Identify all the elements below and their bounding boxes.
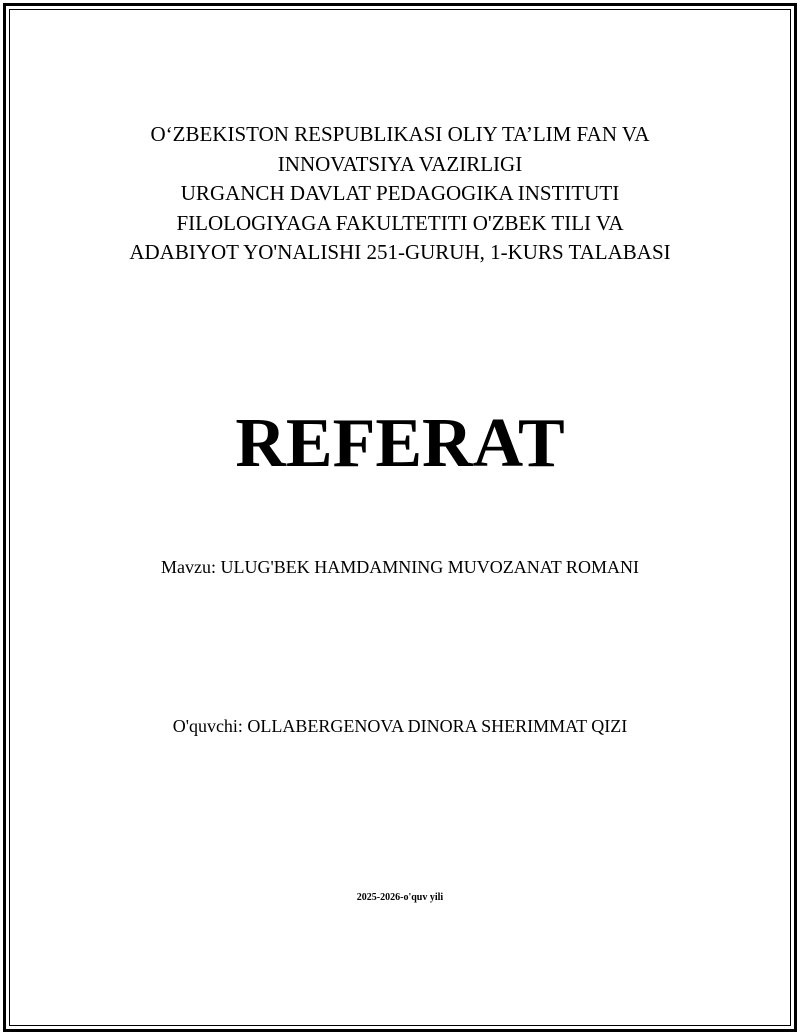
header-line: FILOLOGIYAGA FAKULTETITI O'ZBEK TILI VA — [176, 210, 624, 235]
header-line: ADABIYOT YO'NALISHI 251-GURUH, 1-KURS TALABASI — [129, 240, 671, 264]
student-line: O'quvchi: OLLABERGENOVA DINORA SHERIMMAT QIZI — [172, 716, 628, 736]
topic-line: Mavzu: ULUG'BEK HAMDAMNING MUVOZANAT ROMANI — [161, 557, 639, 577]
document-title: REFERAT — [235, 405, 565, 482]
academic-year: 2025-2026-o'quv yili — [356, 892, 444, 903]
header-line: INNOVATSIYA VAZIRLIGI — [277, 151, 523, 176]
header-line: O‘ZBEKISTON RESPUBLIKASI OLIY TA’LIM FAN VA — [150, 122, 650, 146]
institution-header — [0, 120, 800, 268]
header-line: URGANCH DAVLAT PEDAGOGIKA INSTITUTI — [180, 181, 620, 205]
